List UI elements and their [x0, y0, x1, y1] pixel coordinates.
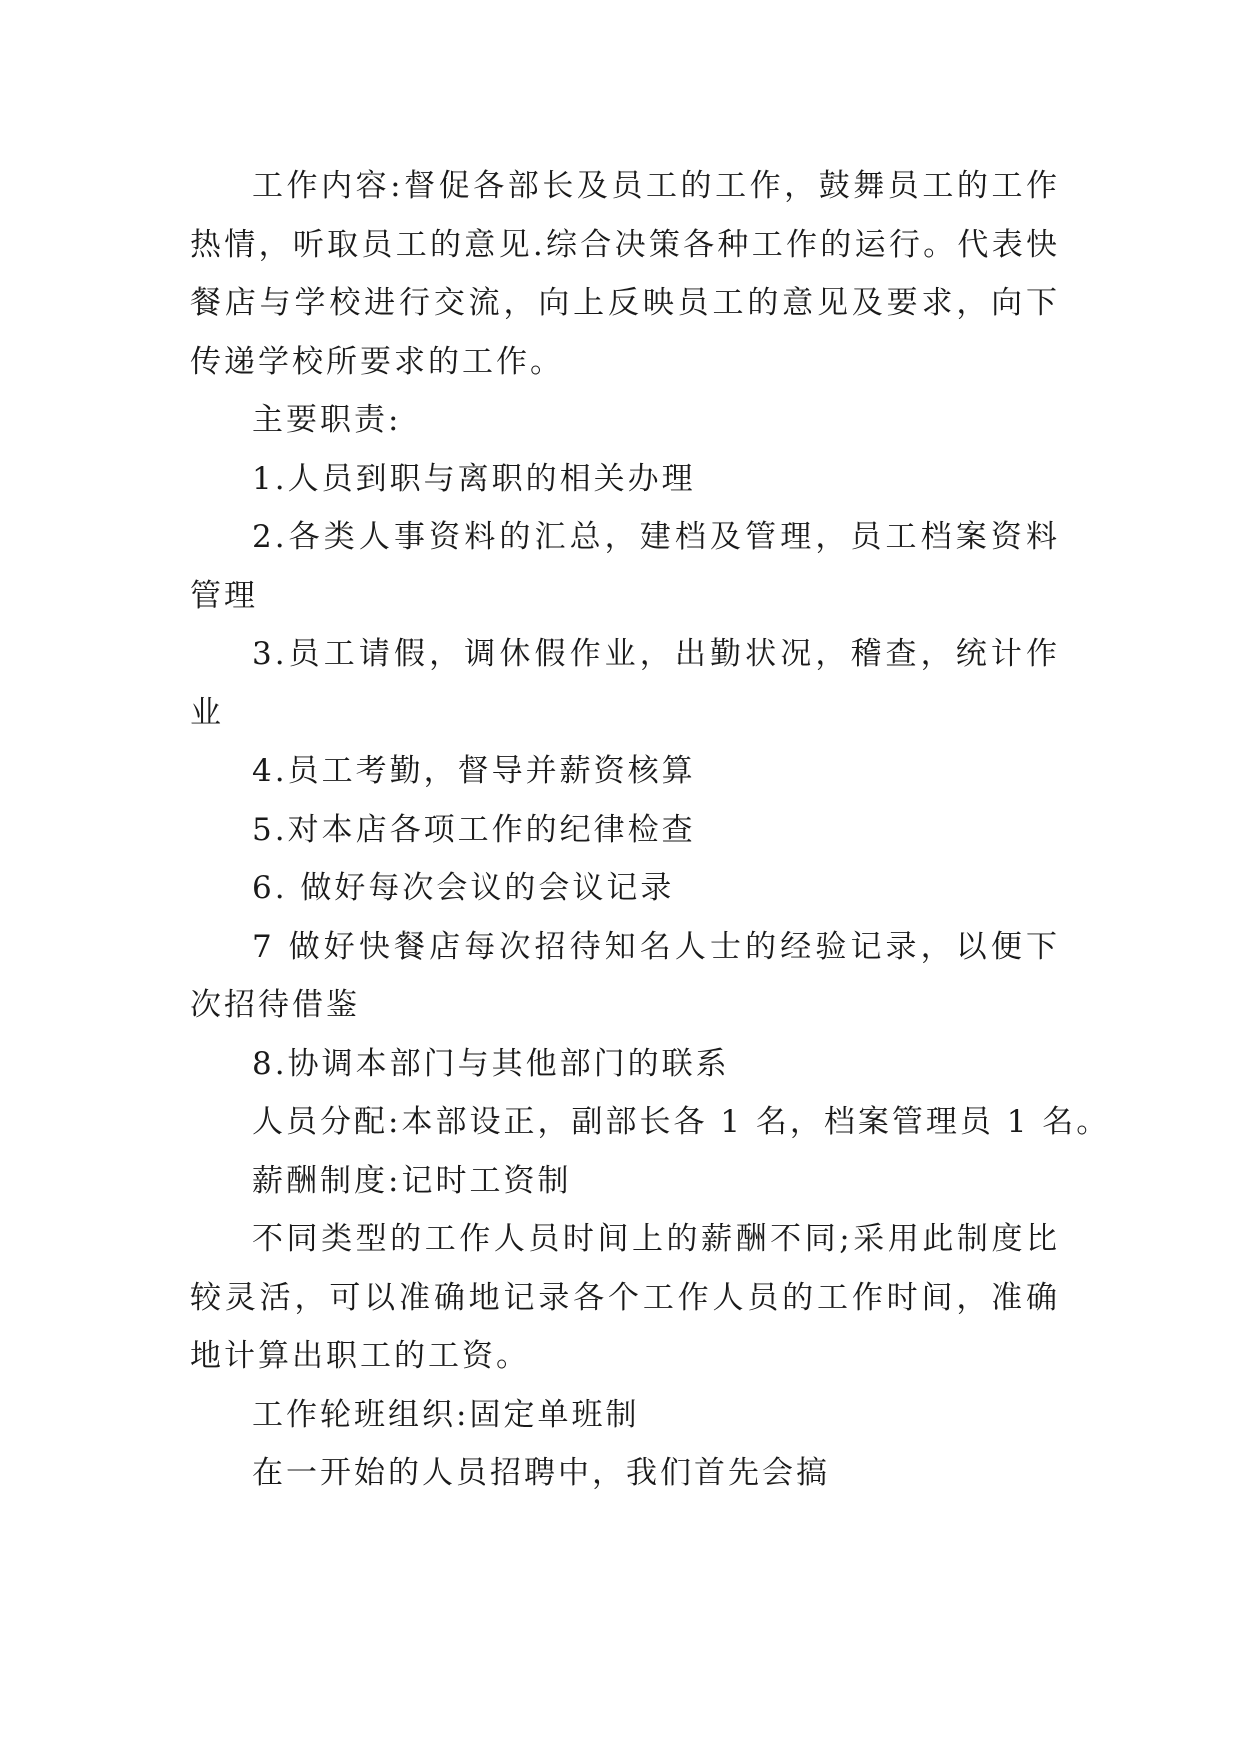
- duty-item-7: 7 做好快餐店每次招待知名人士的经验记录，以便下次招待借鉴: [190, 928, 1060, 1023]
- paragraph-pay-description: 不同类型的工作人员时间上的薪酬不同;采用此制度比较灵活，可以准确地记录各个工作人员的工作时间，准确地计算出职工的工资。: [190, 1221, 1060, 1374]
- paragraph-main-duties-heading: 主要职责:: [252, 402, 402, 438]
- document-body: [190, 157, 1111, 1503]
- duty-item-1: 1.人员到职与离职的相关办理: [252, 460, 696, 497]
- duty-item-4: 4.员工考勤，督导并薪资核算: [252, 753, 696, 789]
- duty-item-5: 5.对本店各项工作的纪律检查: [252, 811, 696, 848]
- duty-item-6: 6. 做好每次会议的会议记录: [252, 870, 675, 906]
- duty-item-8: 8.协调本部门与其他部门的联系: [252, 1045, 730, 1082]
- paragraph-staffing: 人员分配:本部设正，副部长各 1 名，档案管理员 1 名。: [252, 1104, 1111, 1140]
- duty-item-3: 3.员工请假，调休假作业，出勤状况，稽查，统计作业: [190, 636, 1060, 731]
- paragraph-job-content: 工作内容:督促各部长及员工的工作，鼓舞员工的工作热情，听取员工的意见.综合决策各种工作的运行。代表快餐店与学校进行交流，向上反映员工的意见及要求，向下传递学校所要求的工作。: [190, 168, 1060, 380]
- duty-item-2: 2.各类人事资料的汇总，建档及管理，员工档案资料管理: [190, 519, 1060, 614]
- paragraph-shift-organization: 工作轮班组织:固定单班制: [252, 1396, 640, 1433]
- paragraph-pay-system: 薪酬制度:记时工资制: [252, 1162, 572, 1199]
- paragraph-recruitment: 在一开始的人员招聘中，我们首先会搞: [252, 1455, 830, 1491]
